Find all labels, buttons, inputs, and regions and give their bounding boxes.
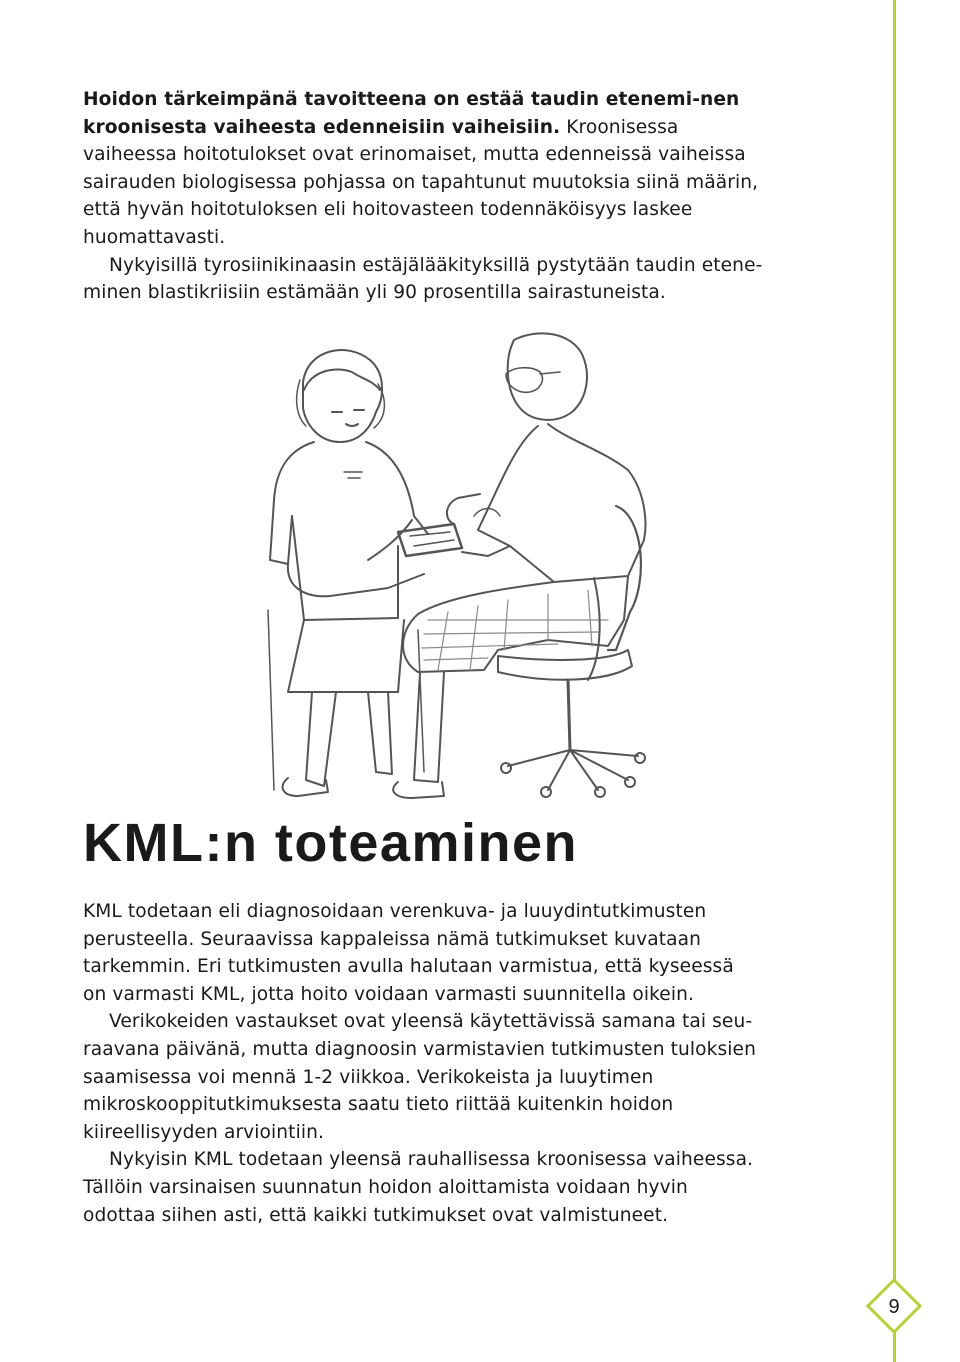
intro-paragraph-1 (83, 86, 763, 252)
page-number-badge (866, 1278, 922, 1334)
nurse-patient-illustration (248, 320, 668, 800)
page-border-line (893, 0, 896, 1362)
section-body (83, 898, 763, 1229)
section-paragraph-2: Verikokeiden vastaukset ovat yleensä käytettävissä samana tai seuraavana päivänä, mutta diagnoosin varmistavien tutkimusten tuloksien saamisessa voi mennä 1-2 viikkoa. Verikokeista ja luuytimen mikroskooppitutkimuksesta saatu tieto riittää kuitenkin hoidon kiireellisyyden arviointiin. (83, 1011, 756, 1143)
section-paragraph-1: KML todetaan eli diagnosoidaan verenkuva- ja luuydintutkimusten perusteella. Seuraavissa kappaleissa nämä tutkimukset kuvataan tarkemmin. Eri tutkimusten avulla halutaan varmistua, että kyseessä on varmasti KML, jotta hoito voidaan varmasti suunnitella oikein. (83, 901, 734, 1005)
intro-bold-lead: Hoidon tärkeimpänä tavoitteena on estää taudin etenemi-nen kroonisesta vaiheesta edenneisiin vaiheisiin. (83, 89, 740, 138)
intro-text (83, 86, 763, 307)
page-number: 9 (888, 1296, 900, 1318)
section-heading: KML:n toteaminen (83, 813, 578, 873)
section-paragraph-3: Nykyisin KML todetaan yleensä rauhallisessa kroonisessa vaiheessa. Tällöin varsinaisen suunnatun hoidon aloittamista voidaan hyvin odottaa siihen asti, että kaikki tutkimukset ovat valmistuneet. (83, 1149, 754, 1226)
intro-paragraph-2: Nykyisillä tyrosiinikinaasin estäjälääkityksillä pystytään taudin eteneminen blastikriisiin estämään yli 90 prosentilla sairastuneista. (83, 254, 763, 304)
intro-paragraph-1-rest: Kroonisessa vaiheessa hoitotulokset ovat erinomaiset, mutta edenneissä vaiheissa sairauden biologisessa pohjassa on tapahtunut muutoksia siinä määrin, että hyvän hoitotuloksen eli hoitovasteen todennäköisyys laskee huomattavasti. (83, 116, 759, 248)
